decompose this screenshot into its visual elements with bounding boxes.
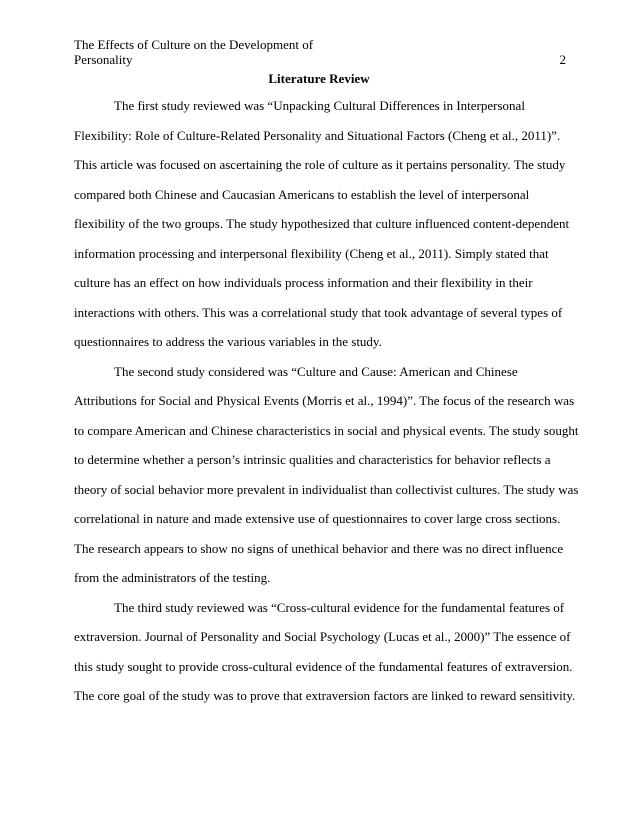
- paragraph-2-line-6: correlational in nature and made extensive use of questionnaires to cover large cross sections.: [74, 511, 561, 526]
- running-head-line-1: The Effects of Culture on the Development of: [74, 37, 314, 52]
- paragraph-2-line-7: The research appears to show no signs of unethical behavior and there was no direct influence: [74, 540, 564, 556]
- section-heading: Literature Review: [268, 71, 370, 86]
- paragraph-1-line-4: compared both Chinese and Caucasian Americans to establish the level of interpersonal: [74, 186, 530, 202]
- paragraph-1-line-1: The first study reviewed was “Unpacking Cultural Differences in Interpersonal: [114, 98, 525, 113]
- page-number: 2: [559, 52, 566, 67]
- paragraph-2-line-1: The second study considered was “Culture and Cause: American and Chinese: [114, 363, 518, 379]
- paragraph-3-line-1: The third study reviewed was “Cross-cultural evidence for the fundamental features of: [114, 599, 565, 615]
- paragraph-2-line-4: to determine whether a person’s intrinsic qualities and characteristics for behavior reflects a: [74, 452, 551, 467]
- paragraph-3-line-3: this study sought to provide cross-cultural evidence of the fundamental features of extraversion.: [74, 658, 573, 674]
- paragraph-1-line-9: questionnaires to address the various variables in the study.: [74, 334, 382, 349]
- paragraph-2-line-8: from the administrators of the testing.: [74, 570, 271, 585]
- paragraph-2-line-3: to compare American and Chinese characteristics in social and physical events. The study sought: [74, 422, 579, 438]
- running-head: [74, 37, 334, 67]
- running-head-line-2: Personality: [74, 52, 133, 67]
- paragraph-2-line-5: theory of social behavior more prevalent in individualist than collectivist cultures. The study was: [74, 481, 579, 497]
- paragraph-2-line-2: Attributions for Social and Physical Events (Morris et al., 1994)”. The focus of the research was: [74, 393, 575, 408]
- body-text: [74, 98, 579, 718]
- paragraph-3-line-4: The core goal of the study was to prove that extraversion factors are linked to reward sensitivity.: [74, 688, 576, 703]
- paragraph-1-line-2: Flexibility: Role of Culture-Related Personality and Situational Factors (Cheng et al., 2011)”.: [74, 127, 561, 143]
- paragraph-1-line-5: flexibility of the two groups. The study hypothesized that culture influenced content-dependent: [74, 216, 570, 231]
- paragraph-1-line-6: information processing and interpersonal flexibility (Cheng et al., 2011). Simply stated that: [74, 245, 549, 261]
- paragraph-3-line-2: extraversion. Journal of Personality and Social Psychology (Lucas et al., 2000)” The essence of: [74, 629, 571, 644]
- paragraph-1-line-8: interactions with others. This was a correlational study that took advantage of several types of: [74, 304, 563, 320]
- paragraph-1-line-3: This article was focused on ascertaining the role of culture as it pertains personality. The study: [74, 157, 566, 172]
- paragraph-1-line-7: culture has an effect on how individuals process information and their flexibility in their: [74, 275, 533, 290]
